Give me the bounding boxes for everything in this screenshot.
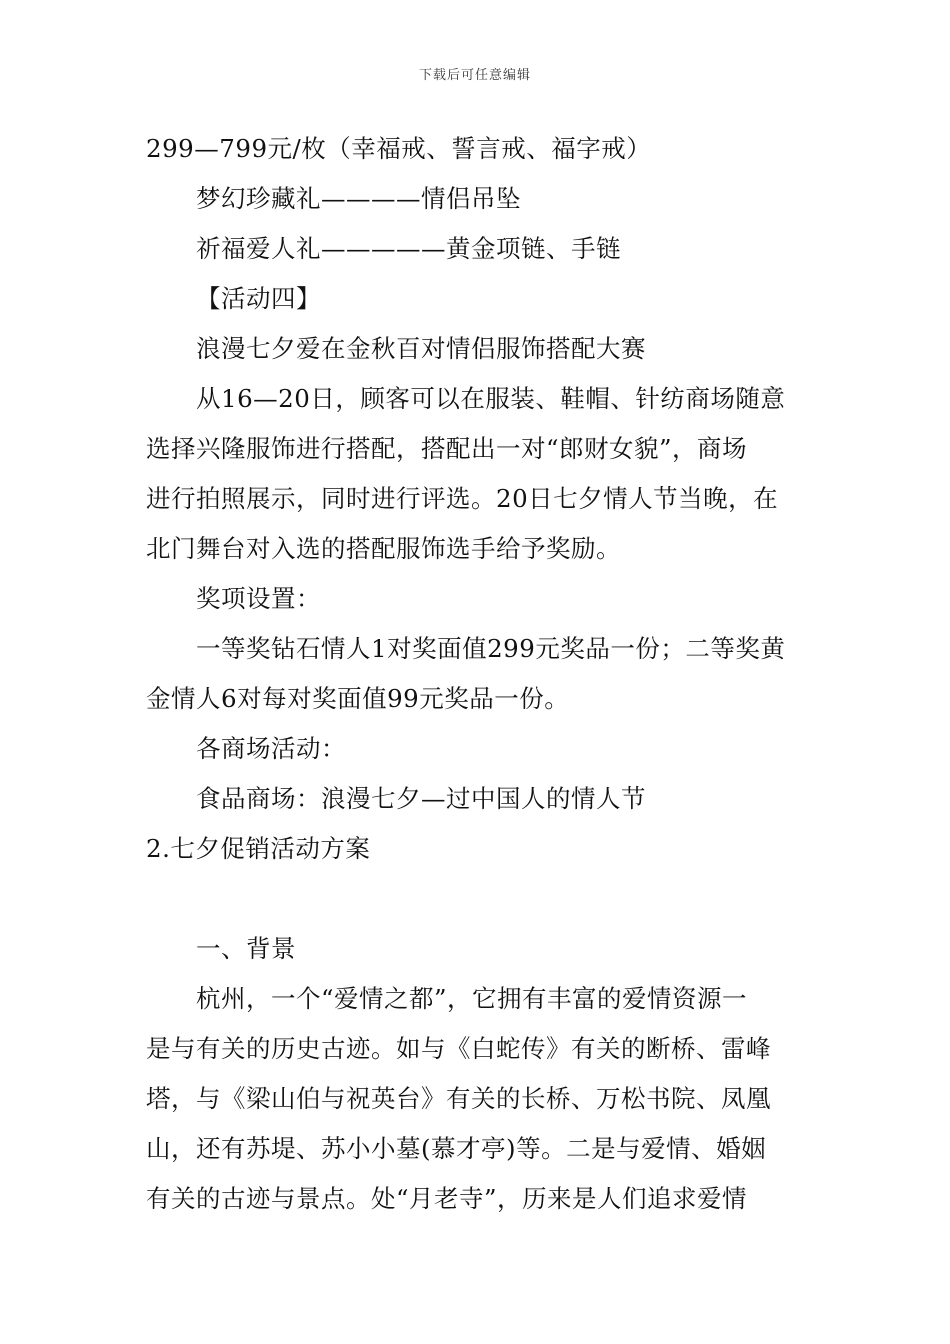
text-line: 食品商场：浪漫七夕—过中国人的情人节 (196, 784, 646, 813)
section-heading: 【活动四】 (196, 284, 321, 313)
text-line: 北门舞台对入选的搭配服饰选手给予奖励。 (146, 534, 621, 563)
text-line: 金情人6对每对奖面值99元奖品一份。 (146, 684, 570, 713)
section-title: 2.七夕促销活动方案 (146, 834, 371, 863)
text-line: 是与有关的历史古迹。如与《白蛇传》有关的断桥、雷峰 (146, 1034, 771, 1063)
text-line: 从16—20日，顾客可以在服装、鞋帽、针纺商场随意 (196, 384, 786, 413)
text-line: 梦幻珍藏礼————情侣吊坠 (196, 184, 521, 213)
text-line: 299—799元/枚（幸福戒、誓言戒、福字戒） (146, 134, 652, 163)
text-line: 一等奖钻石情人1对奖面值299元奖品一份；二等奖黄 (196, 634, 786, 663)
text-line: 山，还有苏堤、苏小小墓(慕才亭)等。二是与爱情、婚姻 (146, 1134, 767, 1163)
text-line: 各商场活动： (196, 734, 346, 763)
text-line: 杭州，一个“爱情之都”，它拥有丰富的爱情资源一 (196, 984, 748, 1013)
section-heading: 一、背景 (196, 934, 296, 963)
text-line: 进行拍照展示，同时进行评选。20日七夕情人节当晚，在 (146, 484, 779, 513)
text-line: 奖项设置： (196, 584, 321, 613)
text-line: 塔，与《梁山伯与祝英台》有关的长桥、万松书院、凤凰 (146, 1084, 771, 1113)
text-line: 选择兴隆服饰进行搭配，搭配出一对“郎财女貌”，商场 (146, 434, 748, 463)
page-header: 下载后可任意编辑 (418, 68, 531, 83)
text-line: 祈福爱人礼—————黄金项链、手链 (196, 234, 621, 263)
activity-title: 浪漫七夕爱在金秋百对情侣服饰搭配大赛 (196, 334, 646, 363)
text-line: 有关的古迹与景点。处“月老寺”，历来是人们追求爱情 (146, 1184, 748, 1213)
